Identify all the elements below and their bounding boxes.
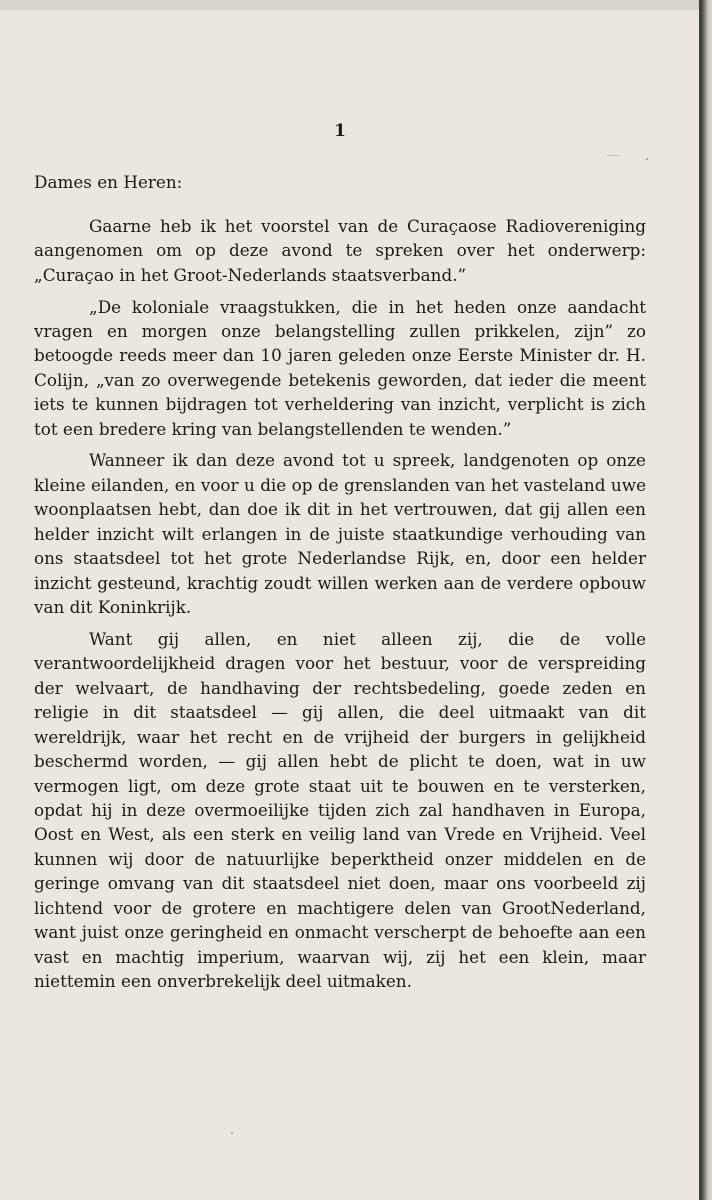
paragraph-4: Want gij allen, en niet alleen zij, die de volle verantwoordelijkheid dragen voor het bestuur, voor de verspreiding der welvaart, de handhaving der rechtsbedeling, goede zeden en religie in dit staatsdeel — gij allen, die deel uitmaakt van dit wereldrijk, waar het recht en de vrijheid der burgers in gelijkheid beschermd worden, — gij allen hebt de plicht te doen, wat in uw vermogen ligt, om deze grote staat uit te bouwen en te versterken, opdat hij in deze overmoeilijke tijden zich zal handhaven in Europa, Oost en West, als een sterk en veilig land van Vrede en Vrijheid. Veel kunnen wij door de natuurlijke beperktheid onzer middelen en de geringe omvang van dit staatsdeel niet doen, maar ons voorbeeld zij lichtend voor de grotere en machtigere delen van GrootNederland, want juist onze geringheid en onmacht verscherpt de behoefte aan een vast en machtig imperium, waarvan wij, zij het een klein, maar niettemin een onverbrekelijk deel uitmaken. xyxy=(34,628,646,992)
paper-mark xyxy=(607,155,619,156)
body-text xyxy=(34,214,646,1001)
scan-top-margin xyxy=(0,0,712,10)
paper-speck xyxy=(231,1132,233,1134)
page-edge-shadow xyxy=(699,0,712,1200)
page-number: 1 xyxy=(334,121,346,141)
salutation: Dames en Heren: xyxy=(34,172,183,192)
paragraph-1: Gaarne heb ik het voorstel van de Curaçaose Radiovereniging aangenomen om op deze avond te spreken over het onderwerp: „Curaçao in het Groot-Nederlands staatsverband.” xyxy=(34,216,646,285)
paragraph-3: Wanneer ik dan deze avond tot u spreek, landgenoten op onze kleine eilanden, en voor u die op de grenslanden van het vasteland uwe woonplaatsen hebt, dan doe ik dit in het vertrouwen, dat gij allen een helder inzicht wilt erlangen in de juiste staatkundige verhouding van ons staatsdeel tot het grote Nederlandse Rijk, en, door een helder inzicht gesteund, krachtig zoudt willen werken aan de verdere opbouw van dit Koninkrijk. xyxy=(34,450,646,618)
paper-speck xyxy=(646,158,648,160)
book-page xyxy=(0,10,699,1200)
paragraph-2: „De koloniale vraagstukken, die in het heden onze aandacht vragen en morgen onze belangstelling zullen prikkelen, zijn” zo betoogde reeds meer dan 10 jaren geleden onze Eerste Minister dr. H. Colijn, „van zo overwegende betekenis geworden, dat ieder die meent iets te kunnen bijdragen tot verheldering van inzicht, verplicht is zich tot een bredere kring van belangstellenden te wenden.” xyxy=(34,296,646,439)
